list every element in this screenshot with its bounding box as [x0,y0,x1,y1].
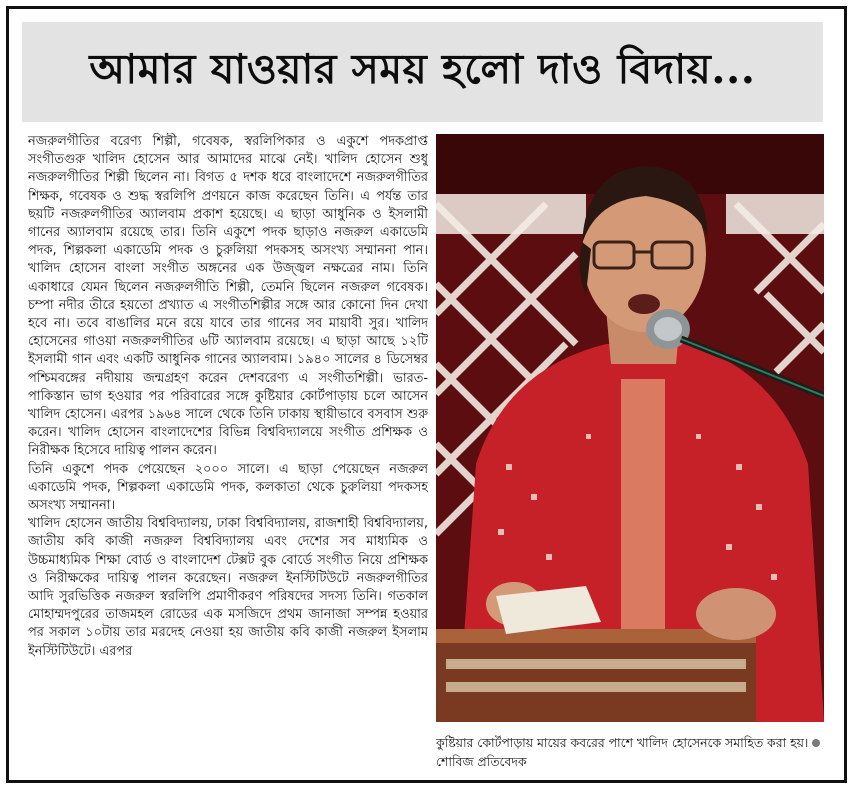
headline-banner [22,22,823,122]
article-body [28,133,428,773]
headline: আমার যাওয়ার সময় হলো দাও বিদায়... [89,44,756,93]
photo-credit: শোবিজ প্রতিবেদক [436,754,527,769]
photo-caption [436,733,828,771]
bullet-dot-icon [812,739,820,747]
caption-text: কুষ্টিয়ার কোর্টপাড়ায় মায়ের কবরের পাশে খালিদ হোসেনকে সমাহিত করা হয়। [436,735,809,750]
article-paragraph-2: তিনি একুশে পদক পেয়েছেন ২০০০ সালে। এ ছাড়া পেয়েছেন নজরুল একাডেমি পদক, শিল্পকলা একাডেমি পদক, কলকাতা থেকে চুরুলিয়া পদকসহ অসংখ্য সম্মাননা। [28,461,428,514]
article-paragraph-3: খালিদ হোসেন জাতীয় বিশ্ববিদ্যালয়, ঢাকা বিশ্ববিদ্যালয়, রাজশাহী বিশ্ববিদ্যালয়, জাতীয় কবি কাজী নজরুল বিশ্ববিদ্যালয় এবং দেশের সব মাধ্যমিক ও উচ্চমাধ্যমিক শিক্ষা বোর্ড ও বাংলাদেশ টেক্সট বুক বোর্ডে সংগীত নিয়ে প্রশিক্ষক ও নিরীক্ষকের দায়িত্ব পালন করেছেন। নজরুল ইনস্টিটিউটে নজরুলগীতির আদি সুরভিত্তিক নজরুল স্বরলিপি প্রমাণীকরণ পরিষদের সদস্য তিনি। গতকাল মোহাম্মদপুরের তাজমহল রোডের এক মসজিদে প্রথম জানাজা সম্পন্ন হওয়ার পর সকাল ১০টায় তার মরদেহ নেওয়া হয় জাতীয় কবি কাজী নজরুল ইসলাম ইনস্টিটিউটে। এরপর [28,516,428,659]
article-paragraph-1: নজরুলগীতির বরেণ্য শিল্পী, গবেষক, স্বরলিপিকার ও একুশে পদকপ্রাপ্ত সংগীতগুরু খালিদ হোসেন আর আমাদের মাঝে নেই। খালিদ হোসেন শুধু নজরুলগীতির শিল্পী ছিলেন না। বিগত ৫ দশক ধরে বাংলাদেশে নজরুলগীতির শিক্ষক, গবেষক ও শুদ্ধ স্বরলিপি প্রণয়নে কাজ করেছেন তিনি। এ পর্যন্ত তার ছয়টি নজরুলগীতির অ্যালবাম প্রকাশ হয়েছে। এ ছাড়া আধুনিক ও ইসলামী গানের অ্যালবাম রয়েছে তার। তিনি একুশে পদক ছাড়াও নজরুল একাডেমি পদক, শিল্পকলা একাডেমি পদক ও চুরুলিয়া পদকসহ অসংখ্য সম্মাননা পান। খালিদ হোসেন বাংলা সংগীত অঙ্গনের এক উজ্জ্বল নক্ষত্রের নাম। তিনি একাধারে যেমন ছিলেন নজরুলগীতি শিল্পী, তেমনি ছিলেন নজরুল গবেষক। চম্পা নদীর তীরে হয়তো প্রখ্যাত এ সংগীতশিল্পীর সঙ্গে আর কোনো দিন দেখা হবে না। তবে বাঙালির মনে রয়ে যাবে তার গানের সব মায়াবী সুর। খালিদ হোসেনের গাওয়া নজরুলগীতির ৬টি অ্যালবাম রয়েছে। এ ছাড়া আছে ১২টি ইসলামী গান এবং একটি আধুনিক গানের অ্যালবাম। ১৯৪০ সালের ৪ ডিসেম্বর পশ্চিমবঙ্গের নদীয়ায় জন্মগ্রহণ করেন দেশবরেণ্য এ সংগীতশিল্পী। ভারত-পাকিস্তান ভাগ হওয়ার পর পরিবারের সঙ্গে কুষ্টিয়ার কোর্টপাড়ায় চলে আসেন খালিদ হোসেন। এরপর ১৯৬৪ সালে থেকে তিনি ঢাকায় স্থায়ীভাবে বসবাস শুরু করেন। খালিদ হোসেন বাংলাদেশের বিভিন্ন বিশ্ববিদ্যালয়ে সংগীত প্রশিক্ষক ও নিরীক্ষক হিসেবে দায়িত্ব পালন করেন। [28,134,428,459]
singer-photo [436,134,824,722]
